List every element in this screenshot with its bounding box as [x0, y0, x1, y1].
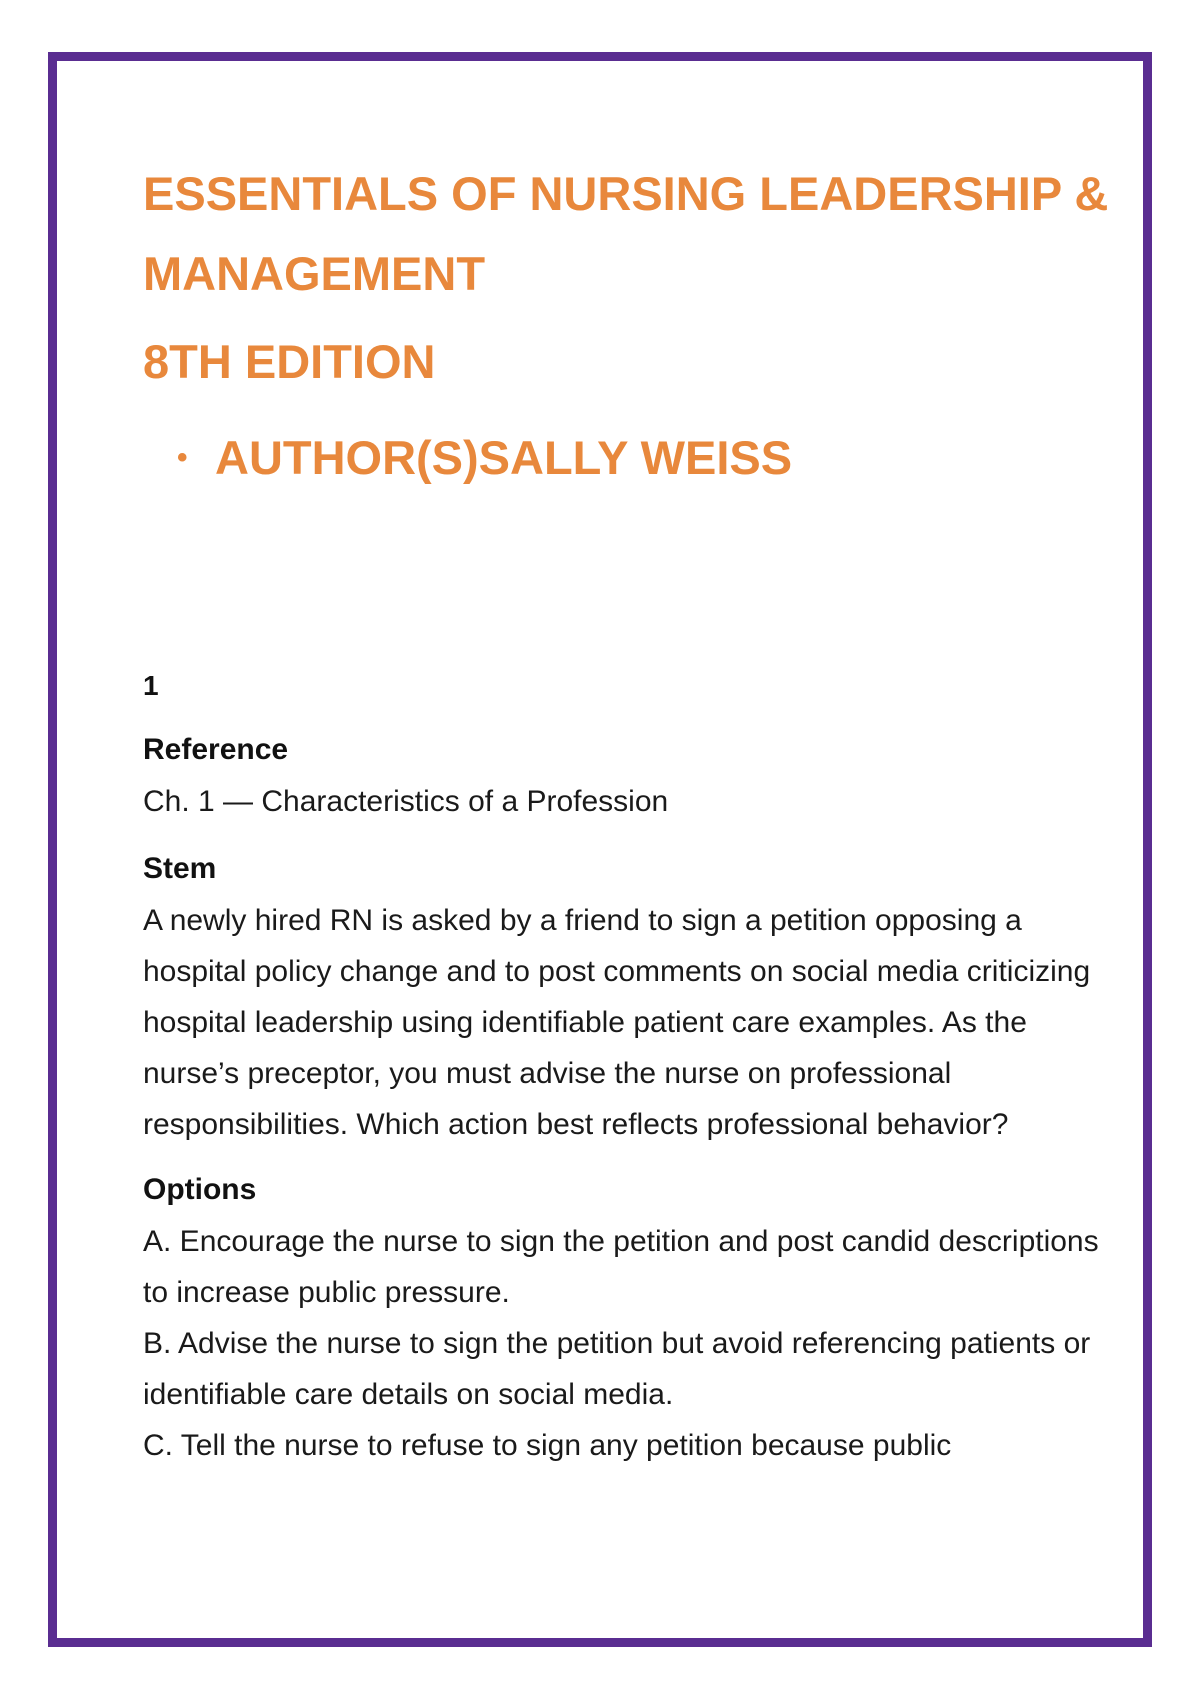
page-content — [143, 154, 1109, 1471]
option-c: C. Tell the nurse to refuse to sign any petition because public — [143, 1429, 952, 1462]
stem-text: A newly hired RN is asked by a friend to sign a petition opposing a hospital policy change and to post comments on social media criticizing hospital leadership using identifiable patient care examples. As the nurse’s preceptor, you must advise the nurse on professional responsibilities. Which action best reflects professional behavior? — [143, 904, 1091, 1141]
option-a: A. Encourage the nurse to sign the petition and post candid descriptions to increase public pressure. — [143, 1225, 1099, 1309]
reference-heading: Reference — [143, 733, 289, 766]
options-heading: Options — [143, 1173, 257, 1206]
document-title-line-2: MANAGEMENT — [143, 247, 486, 300]
bullet-icon: • — [177, 441, 188, 474]
author-row — [177, 426, 1103, 490]
question-number: 1 — [143, 670, 159, 701]
options-list — [143, 1216, 1103, 1471]
page-frame — [48, 52, 1152, 1647]
option-b: B. Advise the nurse to sign the petition but avoid referencing patients or identifiable care details on social media. — [143, 1327, 1091, 1411]
edition-label: 8TH EDITION — [143, 335, 436, 388]
document-title-line-1: ESSENTIALS OF NURSING LEADERSHIP & — [143, 167, 1109, 220]
author-name: AUTHOR(S)SALLY WEISS — [215, 431, 793, 484]
stem-heading: Stem — [143, 852, 217, 885]
reference-text: Ch. 1 — Characteristics of a Profession — [143, 785, 669, 818]
